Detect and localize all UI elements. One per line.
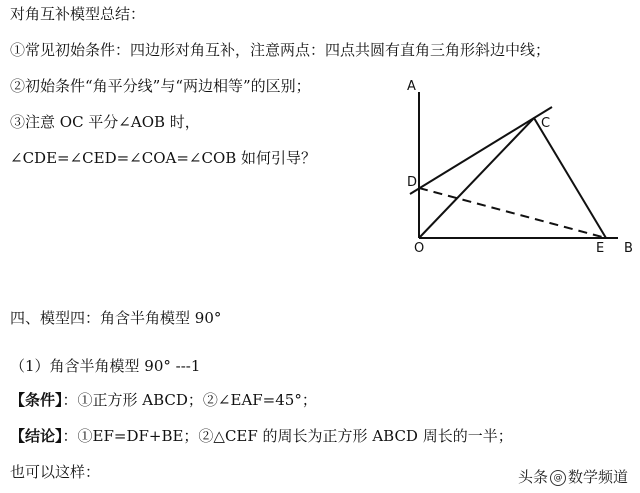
label-a: A [407,79,416,94]
item-3: ③注意 OC 平分∠AOB 时， [10,113,200,131]
condition-line [10,390,317,410]
condition-text: ：①正方形 ABCD；②∠EAF=45°； [62,391,317,409]
segment-ce [534,118,606,238]
conclusion-label: 【结论】 [10,427,63,445]
watermark-channel: 数学频道 [567,468,628,486]
segment-de-dashed [419,188,606,238]
condition-label: 【条件】 [10,391,63,409]
label-e: E [596,241,605,256]
label-b: B [624,241,633,256]
label-o: O [414,241,425,256]
label-c: C [541,116,551,131]
conclusion-line [10,426,513,446]
heading: 对角互补模型总结： [10,5,146,23]
at-icon: @ [550,470,566,486]
also-line: 也可以这样： [10,463,101,481]
subsection-1-title: （1）角含半角模型 90° ---1 [10,357,201,375]
item-1: ①常见初始条件：四边形对角互补，注意两点：四点共圆有直角三角形斜边中线； [10,41,551,59]
item-4: ∠CDE=∠CED=∠COA=∠COB 如何引导？ [10,149,317,167]
watermark-source: 头条 [517,468,548,486]
watermark [518,466,628,487]
label-d: D [407,175,418,190]
conclusion-text: ：①EF=DF+BE；②△CEF 的周长为正方形 ABCD 周长的一半； [62,427,513,445]
item-2: ②初始条件“角平分线”与“两边相等”的区别； [10,77,311,95]
section-4-title: 四、模型四：角含半角模型 90° [10,309,222,327]
